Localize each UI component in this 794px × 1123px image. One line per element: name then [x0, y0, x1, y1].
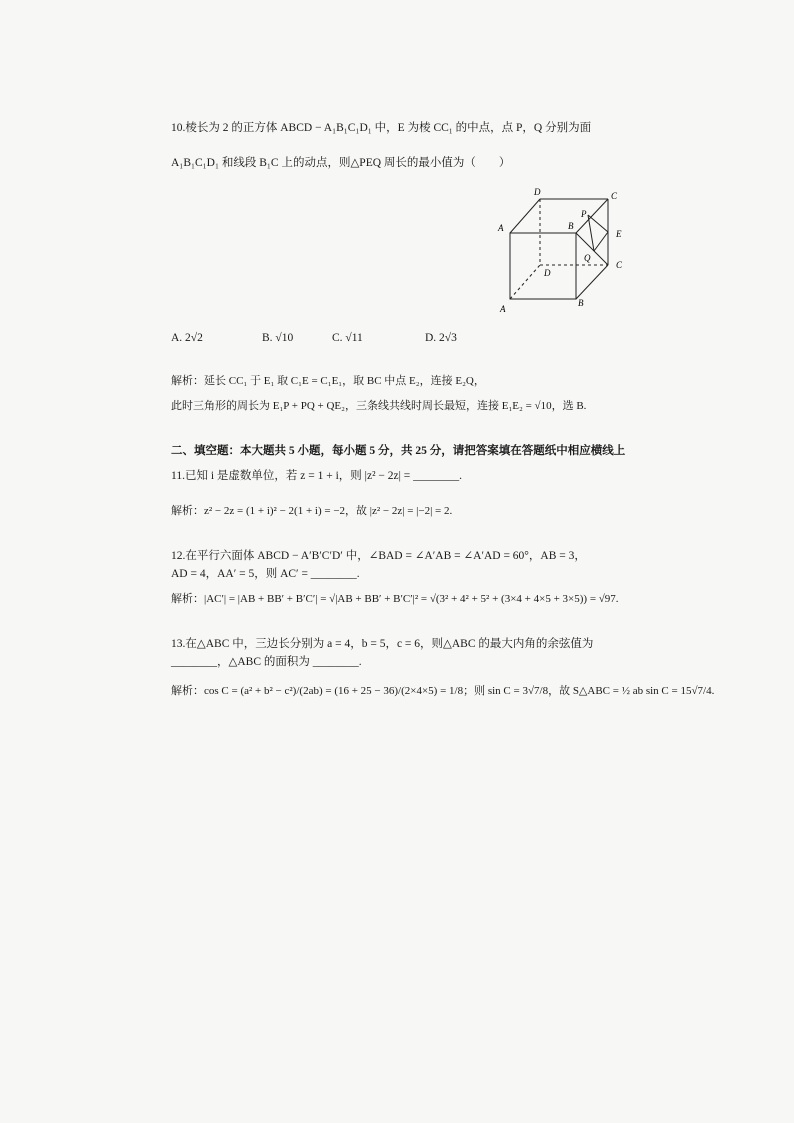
- q10-stem-line2: A₁B₁C₁D₁ 和线段 B₁C 上的动点，则△PEQ 周长的最小值为（ ）: [171, 157, 511, 169]
- q11-question: 11.已知 i 是虚数单位，若 z = 1 + i，则 |z² − 2z| = ________.: [171, 470, 463, 482]
- label-q: Q: [584, 253, 591, 263]
- label-d1: D: [534, 187, 541, 197]
- section2-heading: 二、填空题：本大题共 5 小题，每小题 5 分，共 25 分，请把答案填在答题纸中相应横线上: [171, 445, 626, 457]
- label-b: B: [578, 298, 584, 308]
- q10-analysis-line1: 解析：延长 CC₁ 于 E₁ 取 C₁E = C₁E₁，取 BC 中点 E₂，连接 E₂Q，: [171, 375, 485, 387]
- q10-stem-line1: 10.棱长为 2 的正方体 ABCD − A₁B₁C₁D₁ 中，E 为棱 CC₁ 的中点，点 P，Q 分别为面: [171, 122, 592, 134]
- q10-option-b: B. √10: [262, 332, 294, 344]
- label-c: C: [616, 260, 623, 270]
- label-d: D: [544, 268, 551, 278]
- q12-stem-line2: AD = 4，AA′ = 5，则 AC′ = ________.: [171, 568, 360, 580]
- q11-analysis: 解析：z² − 2z = (1 + i)² − 2(1 + i) = −2，故 |z² − 2z| = |−2| = 2.: [171, 505, 453, 517]
- q12-analysis: 解析：|AC′| = |AB + BB′ + B′C′| = √|AB + BB′ + B′C′|² = √(3² + 4² + 5² + (3×4 + 4×5 + 3×5)) = √97.: [171, 593, 619, 605]
- label-c1: C: [611, 191, 618, 201]
- q13-stem-line1: 13.在△ABC 中，三边长分别为 a = 4，b = 5，c = 6，则△ABC 的最大内角的余弦值为: [171, 638, 594, 650]
- cube-figure: [490, 185, 640, 315]
- q10-option-c: C. √11: [332, 332, 363, 344]
- label-a: A: [500, 304, 506, 314]
- q10-option-d: D. 2√3: [425, 332, 457, 344]
- label-b1: B: [568, 221, 574, 231]
- label-a1: A: [498, 223, 504, 233]
- label-e: E: [616, 229, 622, 239]
- q13-stem-line2: ________，△ABC 的面积为 ________.: [171, 656, 362, 668]
- label-p: P: [581, 209, 587, 219]
- q13-analysis: 解析：cos C = (a² + b² − c²)/(2ab) = (16 + 25 − 36)/(2×4×5) = 1/8；则 sin C = 3√7/8，故 S△ABC = ½ ab sin C = 15√7/4.: [171, 685, 715, 697]
- q10-analysis-line2: 此时三角形的周长为 E₁P + PQ + QE₂，三条线共线时周长最短，连接 E₁E₂ = √10，选 B.: [171, 400, 587, 412]
- q12-stem-line1: 12.在平行六面体 ABCD − A′B′C′D′ 中，∠BAD = ∠A′AB = ∠A′AD = 60°，AB = 3，: [171, 550, 586, 562]
- q10-option-a: A. 2√2: [171, 332, 203, 344]
